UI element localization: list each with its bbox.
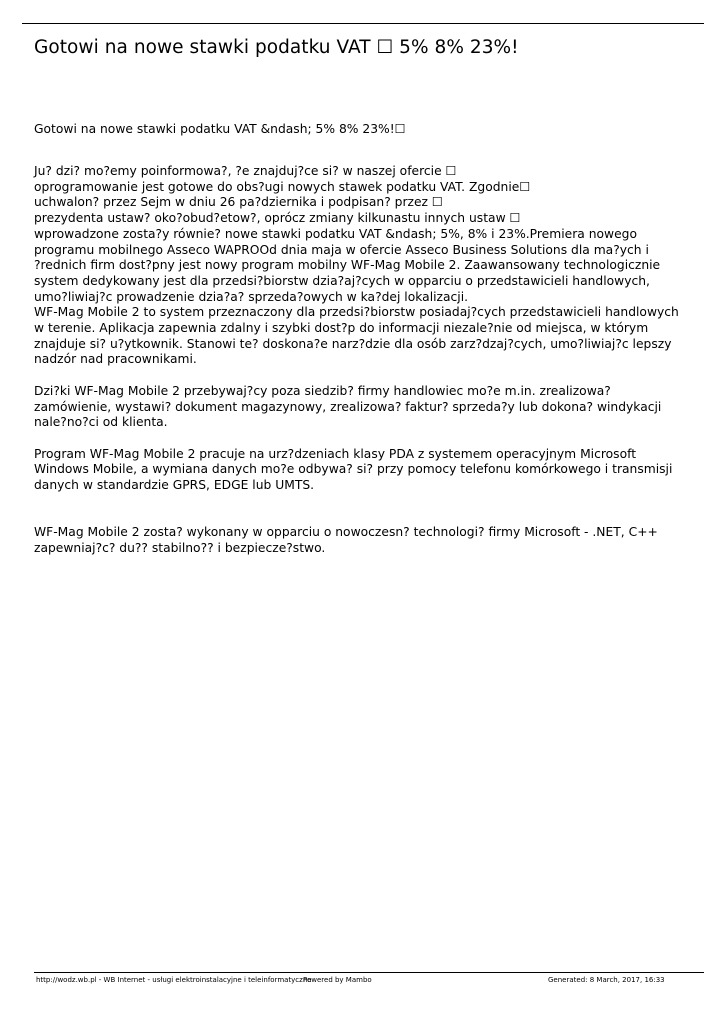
paragraph-spacer <box>34 368 694 384</box>
text-line: nadzór nad pracownikami. <box>34 352 197 367</box>
text-line: znajduje si? u?ytkownik. Stanowi te? doskona?e narz?dzie dla osób zarz?dzaj?cych, umo?liwiaj?c lepszy <box>34 336 672 351</box>
text-line: Program WF-Mag Mobile 2 pracuje na urz?dzeniach klasy PDA z systemem operacyjnym Microsoft <box>34 446 637 461</box>
text-line: programu mobilnego Asseco WAPROOd dnia maja w ofercie Asseco Business Solutions dla ma?ych i <box>34 242 649 257</box>
text-line: umo?liwiaj?c prowadzenie dzia?a? sprzeda?owych w ka?dej lokalizacji. <box>34 289 469 304</box>
page-title: Gotowi na nowe stawki podatku VAT ☐ 5% 8% 23%! <box>34 37 519 58</box>
text-line: WF-Mag Mobile 2 zosta? wykonany w opparciu o nowoczesn? technologi? firmy Microsoft - .NET, C++ <box>34 525 658 540</box>
text-line: nale?no?ci od klienta. <box>34 415 168 430</box>
article-paragraph <box>34 525 694 556</box>
footer-divider <box>34 972 704 973</box>
text-line: oprogramowanie jest gotowe do obs?ugi nowych stawek podatku VAT. Zgodnie☐ <box>34 179 531 194</box>
footer-source-url: http://wodz.wb.pl - WB Internet - usługi elektroinstalacyjne i teleinformatyczne <box>36 976 312 984</box>
footer-generated-date: Generated: 8 March, 2017, 16:33 <box>548 976 665 984</box>
text-line: zapewniaj?c? du?? stabilno?? i bezpiecze?stwo. <box>34 540 326 555</box>
top-divider <box>22 23 704 24</box>
text-line: zamówienie, wystawi? dokument magazynowy, zrealizowa? faktur? sprzeda?y lub dokona? windykacji <box>34 399 662 414</box>
article-subheading: Gotowi na nowe stawki podatku VAT &ndash; 5% 8% 23%!☐ <box>34 122 406 136</box>
article-paragraph <box>34 447 694 494</box>
text-line: uchwalon? przez Sejm w dniu 26 pa?dziernika i podpisan? przez ☐ <box>34 195 443 210</box>
footer-powered-by: Powered by Mambo <box>303 976 372 984</box>
text-line: WF-Mag Mobile 2 to system przeznaczony dla przedsi?biorstw posiadaj?cych przedstawicieli handlowych <box>34 305 679 320</box>
paragraph-spacer <box>34 431 694 447</box>
text-line: system dedykowany jest dla przedsi?biorstw dzia?aj?cych w opparciu o przedstawicieli handlowych, <box>34 273 650 288</box>
article-body <box>34 164 694 557</box>
article-paragraph <box>34 164 694 368</box>
text-line: Ju? dzi? mo?emy poinformowa?, ?e znajduj?ce si? w naszej ofercie ☐ <box>34 164 457 178</box>
text-line: Dzi?ki WF-Mag Mobile 2 przebywaj?cy poza siedzib? firmy handlowiec mo?e m.in. zrealizowa? <box>34 383 611 398</box>
text-line: prezydenta ustaw? oko?obud?etow?, oprócz zmiany kilkunastu innych ustaw ☐ <box>34 211 521 226</box>
text-line: w terenie. Aplikacja zapewnia zdalny i szybki dost?p do informacji niezale?nie od miejsca, w którym <box>34 321 649 336</box>
text-line: Windows Mobile, a wymiana danych mo?e odbywa? si? przy pomocy telefonu komórkowego i transmisji <box>34 462 673 477</box>
paragraph-spacer <box>34 494 694 525</box>
text-line: ?rednich firm dost?pny jest nowy program mobilny WF-Mag Mobile 2. Zaawansowany technologicznie <box>34 258 661 273</box>
article-paragraph <box>34 384 694 431</box>
text-line: danych w standardzie GPRS, EDGE lub UMTS. <box>34 478 315 493</box>
text-line: wprowadzone zosta?y równie? nowe stawki podatku VAT &ndash; 5%, 8% i 23%.Premiera nowego <box>34 226 637 241</box>
